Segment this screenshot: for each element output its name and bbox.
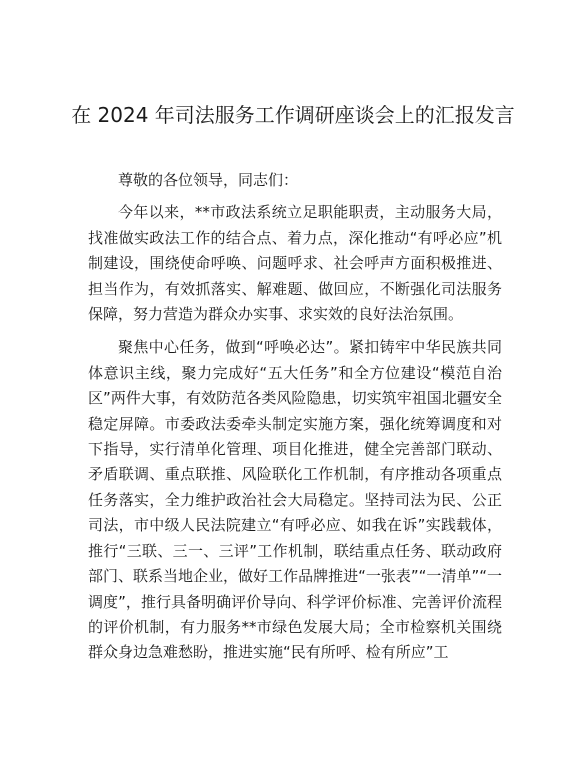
salutation: 尊敬的各位领导，同志们： xyxy=(118,171,299,189)
document-body xyxy=(88,168,502,674)
paragraph-central-tasks: 聚焦中心任务，做到“呼唤必达”。紧扣铸牢中华民族共同体意识主线，聚力完成好“五大任务”和全方位建设“模范自治区”两件大事，有效防范各类风险隐患，切实筑牢祖国北疆安全稳定屏障。市委政法委牵头制定实施方案，强化统筹调度和对下指导，实行清单化管理、项目化推进，健全完善部门联动、矛盾联调、重点联推、风险联化工作机制，有序推动各项重点任务落实，全力维护政治社会大局稳定。坚持司法为民、公正司法，市中级人民法院建立“有呼必应、如我在诉”实践载体，推行“三联、三一、三评”工作机制，联结重点任务、联动政府部门、联系当地企业，做好工作品牌推进“一张表”“一清单”“一调度”，推行具备明确评价导向、科学评价标准、完善评价流程的评价机制，有力服务**市绿色发展大局；全市检察机关围绕群众身边急难愁盼，推进实施“民有所呼、检有所应”工 xyxy=(88,338,502,662)
document-title: 在 2024 年司法服务工作调研座谈会上的汇报发言 xyxy=(71,103,515,127)
paragraph-intro: 今年以来，**市政法系统立足职能职责，主动服务大局，找准做实政法工作的结合点、着力点，深化推动“有呼必应”机制建设，围绕使命呼唤、问题呼求、社会呼声方面积极推进、担当作为，有效抓落实、解难题、做回应，不断强化司法服务保障，努力营造为群众办实事、求实效的良好法治氛围。 xyxy=(88,203,502,324)
